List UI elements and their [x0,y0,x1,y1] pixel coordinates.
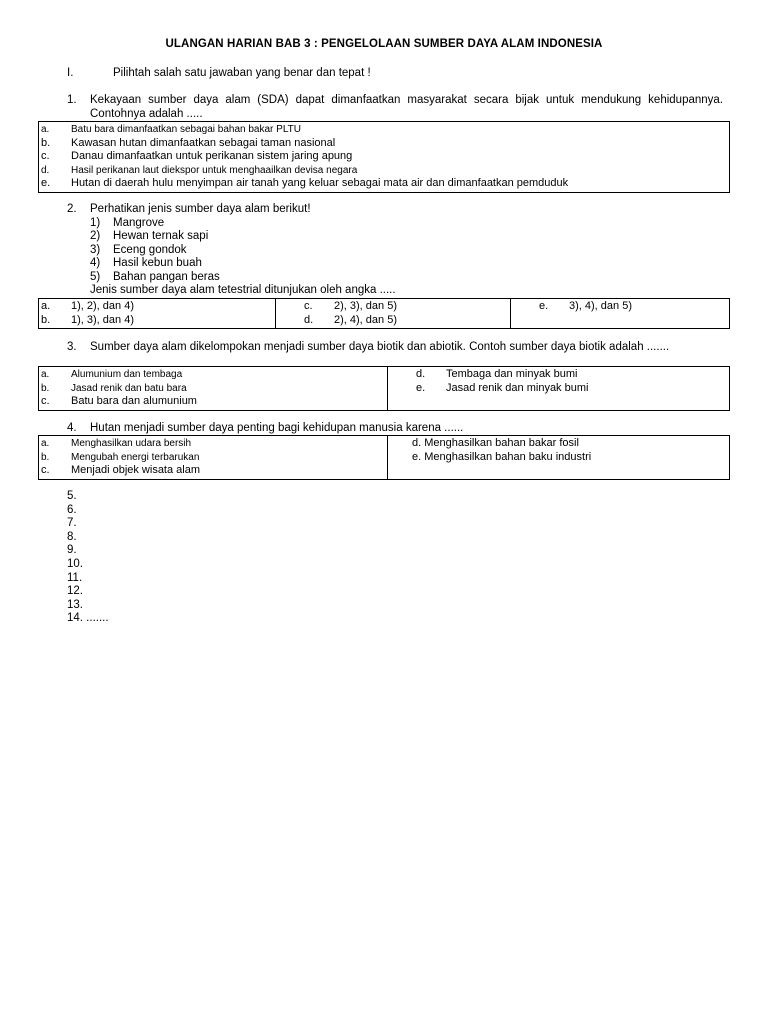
question-text: Hutan menjadi sumber daya penting bagi kehidupan manusia karena ...... [90,422,464,434]
option-d[interactable]: d. Tembaga dan minyak bumi [416,368,578,380]
option-a[interactable]: a. Alumunium dan tembaga [41,369,183,380]
question-number-placeholder: 8. [67,530,77,543]
section-heading [67,67,371,79]
question-1 [67,94,723,121]
question-number-placeholder: 13. [67,598,83,611]
question-number-placeholder: 14. ....... [67,612,109,625]
option-a[interactable]: a. 1), 2), dan 4) [41,300,134,312]
option-a[interactable]: a. Batu bara dimanfaatkan sebagai bahan bakar PLTU [41,124,301,135]
list-item: 3) Eceng gondok [90,243,187,256]
resource-list [90,217,723,285]
question-3-options [38,366,730,411]
question-stem: Jenis sumber daya alam tetestrial ditunjukan oleh angka ..... [90,284,396,296]
question-text: Sumber daya alam dikelompokan menjadi sumber daya biotik dan abiotik. Contoh sumber daya biotik adalah ....... [90,341,670,353]
question-4 [67,422,723,436]
question-number-placeholder: 10. [67,557,83,570]
option-d[interactable]: d. Menghasilkan bahan bakar fosil [412,437,579,449]
option-e[interactable]: e. Jasad renik dan minyak bumi [416,381,589,394]
question-number-placeholder: 11. [67,571,83,584]
question-number-placeholder: 5. [67,490,77,502]
list-item: 1) Mangrove [90,216,165,229]
question-number-placeholder: 7. [67,517,77,530]
question-text: Kekayaan sumber daya alam (SDA) dapat dimanfaatkan masyarakat secara bijak untuk mendukung kehidupannya. Contohnya adalah ..... [90,94,723,120]
question-number-placeholder: 12. [67,585,83,598]
question-number: 4. [67,422,77,434]
option-e[interactable]: e. Menghasilkan bahan baku industri [412,450,592,463]
option-e[interactable]: e. 3), 4), dan 5) [539,300,632,312]
option-c[interactable]: c. Danau dimanfaatkan untuk perikanan sistem jaring apung [41,150,353,162]
question-number-placeholder: 9. [67,544,77,557]
list-item: 2) Hewan ternak sapi [90,230,209,242]
question-number: 3. [67,341,77,353]
list-item: 5) Bahan pangan beras [90,270,220,283]
option-d[interactable]: d. Hasil perikanan laut diekspor untuk menghaailkan devisa negara [41,164,358,176]
option-b[interactable]: b. Jasad renik dan batu bara [41,382,187,394]
option-c[interactable]: c. Menjadi objek wisata alam [41,464,201,476]
question-number: 1. [67,94,77,106]
question-1-options [38,121,730,193]
question-number: 2. [67,203,77,215]
option-b[interactable]: b. Mengubah energi terbarukan [41,451,200,463]
option-c[interactable]: c. 2), 3), dan 5) [304,300,397,312]
option-c[interactable]: c. Batu bara dan alumunium [41,395,197,407]
option-b[interactable]: b. 1), 3), dan 4) [41,313,134,326]
option-b[interactable]: b. Kawasan hutan dimanfaatkan sebagai taman nasional [41,136,336,149]
question-4-options [38,435,730,480]
question-number-placeholder: 6. [67,503,77,516]
question-3 [67,341,723,355]
option-e[interactable]: e. Hutan di daerah hulu menyimpan air tanah yang keluar sebagai mata air dan dimanfaatkan pemduduk [41,177,569,189]
question-2 [67,203,723,298]
section-instruction: Pilihtah salah satu jawaban yang benar dan tepat ! [113,67,371,79]
option-a[interactable]: a. Menghasilkan udara bersih [41,438,192,449]
page-title: ULANGAN HARIAN BAB 3 : PENGELOLAAN SUMBER DAYA ALAM INDONESIA [165,38,603,50]
option-d[interactable]: d. 2), 4), dan 5) [304,313,397,326]
section-number: I. [67,67,74,79]
remaining-question-numbers [67,490,109,626]
list-item: 4) Hasil kebun buah [90,257,202,269]
question-2-options [38,298,730,329]
question-text: Perhatikan jenis sumber daya alam berikut! [90,203,311,215]
